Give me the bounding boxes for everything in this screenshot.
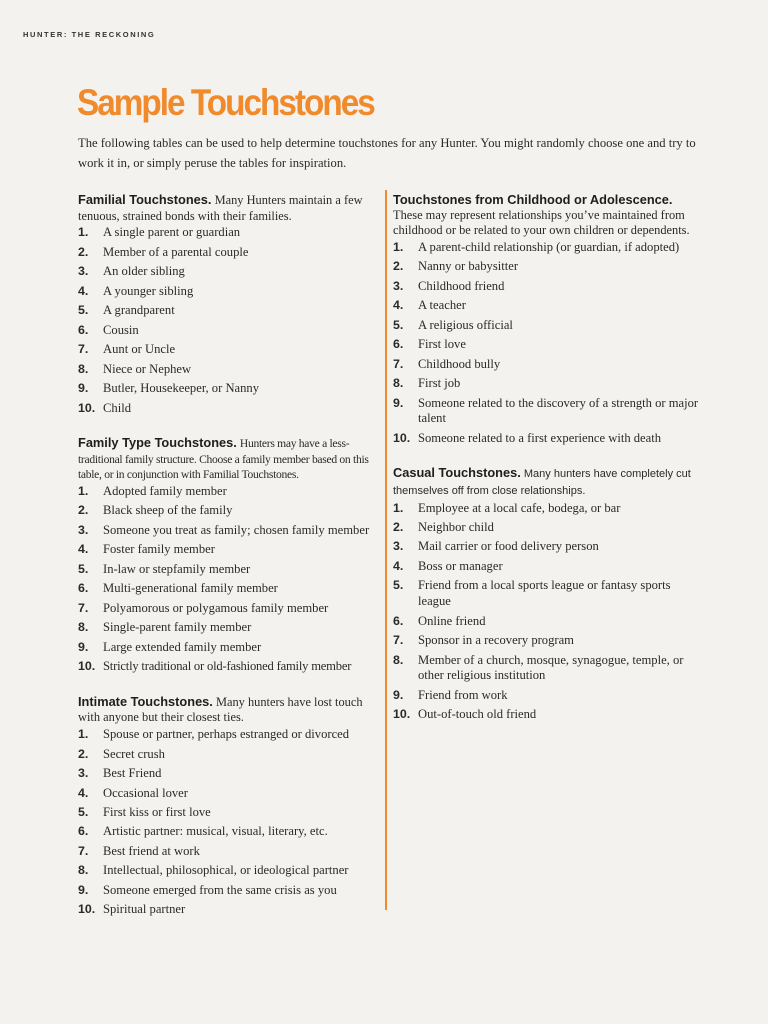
- item-text: Child: [103, 400, 131, 415]
- item-number: 8.: [78, 361, 89, 376]
- list-item: [393, 707, 703, 723]
- list-item: [78, 844, 378, 860]
- list-item: [78, 562, 378, 578]
- item-number: 3.: [78, 264, 89, 279]
- item-text: Artistic partner: musical, visual, literary, etc.: [103, 824, 328, 839]
- item-number: 9.: [393, 687, 404, 702]
- list-item: [78, 362, 378, 378]
- list-item: [393, 501, 703, 517]
- item-number: 3.: [393, 278, 404, 293]
- item-number: 4.: [78, 542, 89, 557]
- item-number: 7.: [393, 356, 404, 371]
- item-text: Member of a parental couple: [103, 244, 249, 259]
- item-number: 2.: [78, 244, 89, 259]
- list-item: [78, 484, 378, 500]
- list-item: [78, 620, 378, 636]
- section-description: Many hunters have completely cut themselves off from close relationships.: [393, 468, 691, 497]
- item-number: 1.: [393, 239, 404, 254]
- item-number: 8.: [78, 620, 89, 635]
- item-text: Someone emerged from the same crisis as you: [103, 882, 337, 897]
- intimate-touchstones-section: [78, 694, 378, 918]
- section-title: Familial Touchstones.: [78, 192, 212, 207]
- item-text: Online friend: [418, 613, 486, 628]
- list-item: [78, 659, 378, 675]
- item-text: Someone related to a first experience with death: [418, 430, 662, 445]
- item-text: Foster family member: [103, 542, 215, 557]
- section-heading: [393, 465, 703, 499]
- item-number: 7.: [78, 342, 89, 357]
- list-item: [78, 303, 378, 319]
- list-item: [393, 688, 703, 704]
- list-item: [78, 342, 378, 358]
- item-text: Secret crush: [103, 746, 165, 761]
- item-text: Employee at a local cafe, bodega, or bar: [418, 500, 621, 515]
- item-number: 10.: [78, 400, 96, 415]
- item-number: 2.: [78, 746, 89, 761]
- list-item: [78, 786, 378, 802]
- item-text: In-law or stepfamily member: [103, 561, 251, 576]
- item-text: Spiritual partner: [103, 902, 186, 917]
- item-text: First job: [418, 376, 461, 391]
- section-description: Many Hunters maintain a few tenuous, strained bonds with their families.: [78, 193, 363, 223]
- item-text: Best Friend: [103, 766, 162, 781]
- list-item: [78, 225, 378, 241]
- item-text: Childhood bully: [418, 356, 501, 371]
- item-text: Friend from a local sports league or fantasy sports league: [418, 578, 671, 609]
- list-item: [393, 259, 703, 275]
- right-column: [393, 192, 703, 727]
- item-number: 5.: [393, 317, 404, 332]
- item-number: 10.: [78, 902, 96, 917]
- touchstone-list: [393, 501, 703, 723]
- item-number: 6.: [78, 581, 89, 596]
- running-header: HUNTER: THE RECKONING: [23, 30, 156, 39]
- item-number: 9.: [78, 882, 89, 897]
- list-item: [78, 863, 378, 879]
- list-item: [78, 883, 378, 899]
- item-text: Someone related to the discovery of a strength or major talent: [418, 395, 699, 426]
- list-item: [393, 520, 703, 536]
- list-item: [78, 766, 378, 782]
- item-number: 7.: [78, 843, 89, 858]
- item-number: 9.: [393, 395, 404, 410]
- item-text: Best friend at work: [103, 843, 200, 858]
- item-text: Intellectual, philosophical, or ideological partner: [103, 863, 349, 878]
- item-number: 3.: [393, 539, 404, 554]
- list-item: [78, 264, 378, 280]
- item-text: Occasional lover: [103, 785, 188, 800]
- list-item: [393, 298, 703, 314]
- section-heading: [78, 435, 378, 483]
- item-text: Adopted family member: [103, 483, 227, 498]
- item-text: An older sibling: [103, 264, 185, 279]
- column-divider: [385, 190, 387, 910]
- list-item: [393, 578, 703, 609]
- list-item: [78, 323, 378, 339]
- list-item: [393, 337, 703, 353]
- item-text: A single parent or guardian: [103, 225, 241, 240]
- section-description: These may represent relationships you’ve maintained from childhood or be related to your own children or dependents.: [393, 207, 690, 238]
- section-description: Many hunters have lost touch with anyone but their closest ties.: [78, 694, 363, 725]
- item-number: 2.: [78, 503, 89, 518]
- item-number: 4.: [78, 283, 89, 298]
- list-item: [78, 902, 378, 918]
- list-item: [393, 431, 703, 447]
- list-item: [78, 640, 378, 656]
- list-item: [78, 581, 378, 597]
- section-title: Intimate Touchstones.: [78, 693, 213, 709]
- item-text: Out-of-touch old friend: [418, 707, 537, 722]
- item-number: 1.: [78, 225, 89, 240]
- item-number: 10.: [393, 430, 411, 445]
- item-text: Neighbor child: [418, 520, 494, 534]
- childhood-touchstones-section: [393, 192, 703, 446]
- list-item: [393, 357, 703, 373]
- item-number: 5.: [78, 303, 89, 318]
- list-item: [78, 503, 378, 519]
- family-type-touchstones-section: [78, 435, 378, 675]
- item-text: Butler, Housekeeper, or Nanny: [103, 381, 260, 396]
- item-text: Cousin: [103, 322, 139, 337]
- item-number: 5.: [78, 561, 89, 576]
- list-item: [78, 805, 378, 821]
- touchstone-list: [78, 484, 378, 675]
- item-number: 8.: [78, 863, 89, 878]
- list-item: [78, 542, 378, 558]
- page-title: Sample Touchstones: [77, 82, 374, 123]
- list-item: [78, 245, 378, 261]
- item-text: Sponsor in a recovery program: [418, 633, 574, 648]
- list-item: [78, 381, 378, 397]
- left-column: [78, 192, 378, 922]
- item-number: 7.: [393, 633, 404, 648]
- item-text: Friend from work: [418, 687, 508, 702]
- item-number: 8.: [393, 376, 404, 391]
- touchstone-list: [78, 727, 378, 918]
- list-item: [78, 284, 378, 300]
- list-item: [393, 318, 703, 334]
- item-number: 2.: [393, 259, 404, 274]
- item-text: Spouse or partner, perhaps estranged or divorced: [103, 727, 350, 742]
- item-number: 9.: [78, 639, 89, 654]
- list-item: [393, 559, 703, 575]
- item-number: 4.: [78, 785, 89, 800]
- item-text: A parent-child relationship (or guardian, if adopted): [418, 239, 680, 254]
- item-text: Member of a church, mosque, synagogue, temple, or other religious institution: [418, 652, 684, 683]
- item-number: 4.: [393, 558, 404, 573]
- list-item: [393, 396, 703, 427]
- list-item: [78, 824, 378, 840]
- item-text: Multi-generational family member: [103, 581, 278, 596]
- item-number: 6.: [393, 337, 404, 352]
- list-item: [393, 376, 703, 392]
- item-text: Strictly traditional or old-fashioned family member: [103, 659, 352, 674]
- item-text: Someone you treat as family; chosen family member: [103, 522, 370, 537]
- touchstone-list: [78, 225, 378, 416]
- list-item: [78, 401, 378, 417]
- item-number: 3.: [78, 766, 89, 781]
- item-text: Boss or manager: [418, 558, 503, 573]
- item-number: 2.: [393, 520, 404, 534]
- item-number: 6.: [78, 322, 89, 337]
- item-number: 4.: [393, 298, 404, 313]
- item-text: A teacher: [418, 298, 466, 313]
- section-title: Family Type Touchstones.: [78, 435, 237, 451]
- list-item: [393, 614, 703, 630]
- item-number: 5.: [393, 578, 404, 593]
- item-text: First kiss or first love: [103, 805, 211, 819]
- item-text: A grandparent: [103, 303, 175, 318]
- item-number: 6.: [78, 824, 89, 839]
- list-item: [78, 747, 378, 763]
- section-description: Hunters may have a less-traditional family structure. Choose a family member based on this table, or in conjunction with Familial Touchstones.: [78, 437, 369, 482]
- item-text: Large extended family member: [103, 639, 262, 654]
- item-text: A religious official: [418, 317, 513, 332]
- list-item: [393, 653, 703, 684]
- item-number: 8.: [393, 652, 404, 667]
- item-number: 7.: [78, 600, 89, 615]
- intro-paragraph: The following tables can be used to help determine touchstones for any Hunter. You might randomly choose one and try to work it in, or simply peruse the tables for inspiration.: [78, 136, 696, 170]
- item-number: 10.: [78, 659, 96, 674]
- item-number: 9.: [78, 381, 89, 396]
- item-number: 5.: [78, 805, 89, 819]
- list-item: [393, 539, 703, 555]
- list-item: [393, 279, 703, 295]
- item-text: First love: [418, 337, 466, 352]
- item-text: Single-parent family member: [103, 620, 252, 635]
- item-text: A younger sibling: [103, 283, 194, 298]
- section-title: Touchstones from Childhood or Adolescence.: [393, 192, 673, 207]
- item-number: 3.: [78, 522, 89, 537]
- list-item: [78, 601, 378, 617]
- item-text: Mail carrier or food delivery person: [418, 539, 599, 554]
- section-heading: [393, 192, 703, 239]
- item-number: 1.: [78, 727, 89, 742]
- item-number: 6.: [393, 613, 404, 628]
- list-item: [78, 523, 378, 539]
- familial-touchstones-section: [78, 192, 378, 416]
- section-heading: [78, 694, 378, 726]
- section-heading: [78, 192, 378, 224]
- touchstone-list: [393, 240, 703, 447]
- item-text: Childhood friend: [418, 278, 505, 293]
- section-title: Casual Touchstones.: [393, 465, 521, 481]
- list-item: [393, 240, 703, 256]
- item-text: Polyamorous or polygamous family member: [103, 600, 329, 615]
- item-text: Black sheep of the family: [103, 503, 233, 518]
- item-text: Niece or Nephew: [103, 361, 192, 376]
- item-text: Aunt or Uncle: [103, 342, 176, 357]
- item-number: 1.: [78, 483, 89, 498]
- list-item: [393, 633, 703, 649]
- item-number: 10.: [393, 707, 411, 722]
- list-item: [78, 727, 378, 743]
- item-number: 1.: [393, 500, 404, 515]
- item-text: Nanny or babysitter: [418, 259, 519, 274]
- casual-touchstones-section: [393, 465, 703, 722]
